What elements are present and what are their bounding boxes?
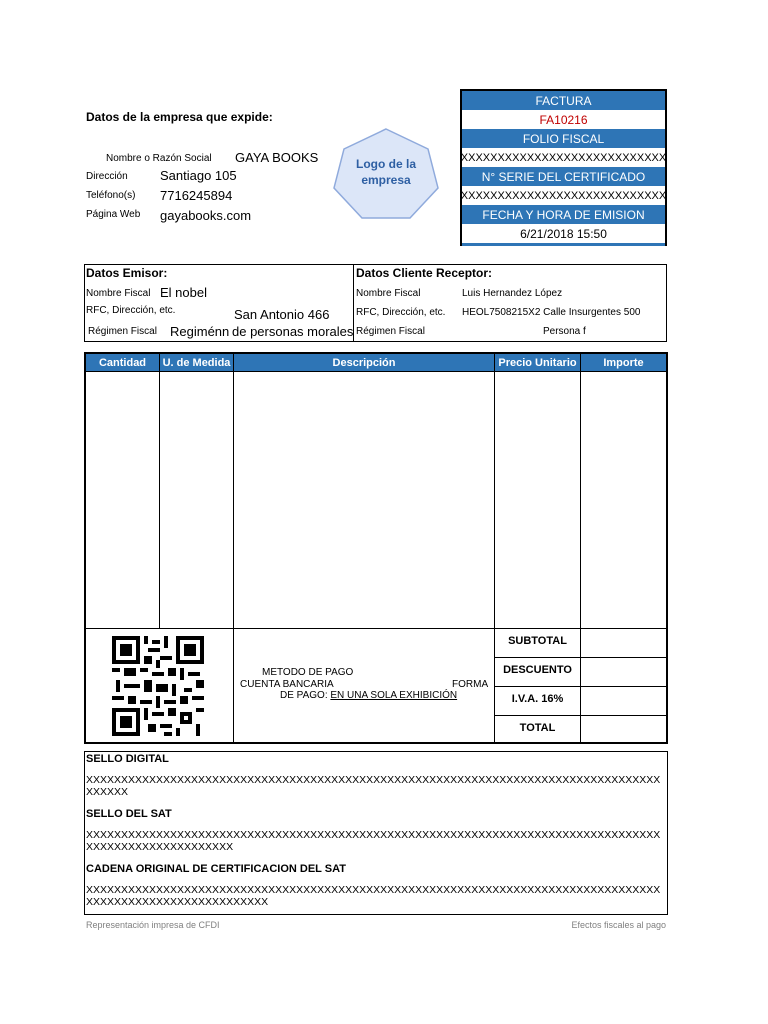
- sello-sat-title: SELLO DEL SAT: [86, 808, 172, 820]
- sello-sat-value: XXXXXXXXXXXXXXXXXXXXXXXXXXXXXXXXXXXXXXXXXXXXXXXXXXXXXXXXXXXXXXXXXXXXXXXXXXXXXXXXXXXXXXXXXXXXXXXXXXXXXXX: [86, 829, 661, 853]
- payment-account-label: CUENTA BANCARIA: [240, 679, 334, 690]
- column-divider: [233, 354, 234, 742]
- emisor-regimen-value1: Regiménn: [170, 324, 230, 339]
- sello-digital-title: SELLO DIGITAL: [86, 753, 169, 765]
- emisor-regimen-value2: de personas morales: [232, 324, 354, 339]
- payment-form-value: EN UNA SOLA EXHIBICIÓN: [330, 690, 458, 701]
- descuento-label: DESCUENTO: [503, 664, 572, 676]
- factura-box: [460, 89, 667, 246]
- column-divider: [159, 354, 160, 628]
- emisor-regimen-label: Régimen Fiscal: [88, 326, 157, 337]
- total-label: TOTAL: [519, 722, 556, 734]
- column-header-precio: Precio Unitario: [498, 356, 577, 369]
- subtotal-label: SUBTOTAL: [508, 635, 567, 647]
- receptor-regimen-label: Régimen Fiscal: [356, 326, 425, 337]
- company-address-label: Dirección: [86, 171, 128, 182]
- cadena-original-value: XXXXXXXXXXXXXXXXXXXXXXXXXXXXXXXXXXXXXXXXXXXXXXXXXXXXXXXXXXXXXXXXXXXXXXXXXXXXXXXXXXXXXXXXXXXXXXXXXXXXXXXXXXXX: [86, 884, 661, 908]
- emisor-fiscal-label: Nombre Fiscal: [86, 288, 151, 299]
- totals-row-line: [494, 657, 666, 658]
- column-divider: [494, 354, 495, 742]
- payment-form-line: [280, 690, 457, 701]
- column-header-cantidad: Cantidad: [98, 356, 147, 369]
- company-web-value: gayabooks.com: [160, 208, 252, 223]
- logo-text-line2: empresa: [361, 173, 411, 187]
- column-divider: [580, 354, 581, 742]
- company-name-label: Nombre o Razón Social: [106, 153, 212, 164]
- sello-digital-value: XXXXXXXXXXXXXXXXXXXXXXXXXXXXXXXXXXXXXXXXXXXXXXXXXXXXXXXXXXXXXXXXXXXXXXXXXXXXXXXXXXXXXXXX: [86, 774, 661, 798]
- company-address-value: Santiago 105: [160, 168, 237, 183]
- totals-row-line: [494, 686, 666, 687]
- footer-left-note: Representación impresa de CFDI: [86, 920, 220, 930]
- logo-text: [333, 156, 439, 188]
- payment-method-label: METODO DE PAGO: [262, 667, 354, 678]
- totals-top-line: [86, 628, 666, 629]
- company-title: Datos de la empresa que expide:: [86, 110, 273, 124]
- folio-fiscal-value: XXXXXXXXXXXXXXXXXXXXXXXXXXXX: [462, 148, 665, 167]
- serie-certificado-label: N° SERIE DEL CERTIFICADO: [462, 167, 665, 186]
- serie-certificado-value: XXXXXXXXXXXXXXXXXXXXXXXXXXXX: [462, 186, 665, 205]
- company-name-value: GAYA BOOKS: [235, 150, 319, 165]
- fecha-emision-label: FECHA Y HORA DE EMISION: [462, 205, 665, 224]
- payment-form-label: FORMA: [452, 679, 489, 690]
- receptor-rfc-value: HEOL7508215X2 Calle Insurgentes 500: [462, 307, 641, 318]
- emisor-fiscal-value: El nobel: [160, 285, 207, 300]
- header-bottom-line: [86, 371, 666, 372]
- logo-text-line1: Logo de la: [356, 157, 416, 171]
- emisor-title: Datos Emisor:: [86, 266, 168, 280]
- company-phone-value: 7716245894: [160, 188, 233, 203]
- factura-title: FACTURA: [462, 91, 665, 110]
- column-header-importe: Importe: [603, 356, 644, 369]
- emisor-rfc-value: San Antonio 466: [234, 307, 330, 322]
- receptor-rfc-label: RFC, Dirección, etc.: [356, 307, 446, 318]
- iva-label: I.V.A. 16%: [511, 693, 564, 705]
- company-web-label: Página Web: [86, 209, 141, 220]
- emisor-rfc-label: RFC, Dirección, etc.: [86, 305, 176, 316]
- column-header-unidad: U. de Medida: [162, 356, 231, 369]
- factura-number: FA10216: [462, 110, 665, 129]
- folio-fiscal-label: FOLIO FISCAL: [462, 129, 665, 148]
- factura-bottom-bar: [462, 243, 665, 246]
- column-header-descripcion: Descripción: [332, 356, 396, 369]
- fecha-emision-value: 6/21/2018 15:50: [462, 224, 665, 243]
- totals-row-line: [494, 715, 666, 716]
- receptor-fiscal-value: Luis Hernandez López: [462, 288, 563, 299]
- receptor-fiscal-label: Nombre Fiscal: [356, 288, 421, 299]
- footer-right-note: Efectos fiscales al pago: [571, 920, 666, 930]
- receptor-title: Datos Cliente Receptor:: [356, 266, 493, 280]
- payment-form-prefix: DE PAGO:: [280, 690, 328, 701]
- company-phone-label: Teléfono(s): [86, 190, 136, 201]
- cadena-original-title: CADENA ORIGINAL DE CERTIFICACION DEL SAT: [86, 863, 346, 875]
- receptor-regimen-value: Persona f: [543, 326, 586, 337]
- qr-code-icon: [112, 635, 204, 737]
